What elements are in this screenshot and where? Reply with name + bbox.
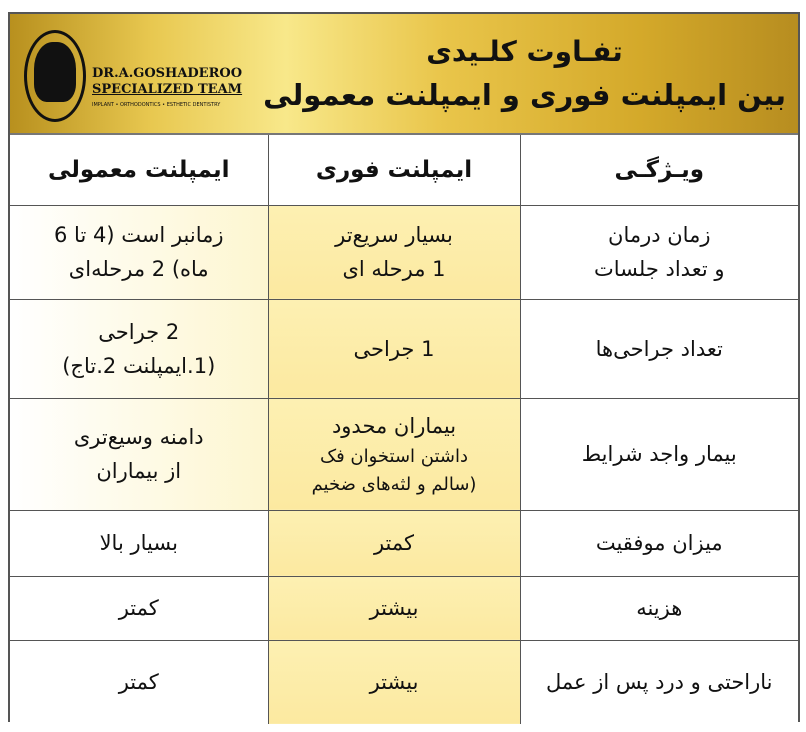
title-line-1: تفـاوت کلـیدی [426,35,623,68]
cell-text: کمتر [118,670,159,695]
comparison-infographic [8,12,800,722]
cell-feature [520,640,798,724]
cell-conventional [10,510,268,576]
cell-text: 1 جراحی [353,336,435,361]
cell-feature [520,398,798,510]
cell-text: (1.ایمپلنت 2.تاج) [62,353,216,378]
cell-immediate [268,576,520,640]
cell-text: 1 مرحله ای [342,257,446,281]
comparison-table [10,135,798,724]
table-row [10,510,798,576]
cell-conventional [10,576,268,640]
logo-team: SPECIALIZED TEAM [92,82,243,97]
cell-text: دامنه وسیع‌تری [73,425,204,449]
cell-conventional [10,299,268,398]
table-header-row [10,135,798,205]
cell-feature [520,510,798,576]
cell-feature [520,299,798,398]
cell-text: بیشتر [369,670,419,695]
cell-text: ماه) 2 مرحله‌ای [68,257,209,281]
cell-text: کمتر [373,531,415,555]
cell-text: میزان موفقیت [595,531,723,555]
cell-text: داشتن استخوان فک [319,446,469,467]
cell-text: بیماران محدود [331,414,457,438]
cell-text: کمتر [118,596,159,620]
cell-text: بیمار واجد شرایط [581,442,737,466]
column-header-feature: ویـژگـی [520,135,798,205]
cell-text: (سالم و لثه‌های ضخیم [311,474,477,495]
cell-text: زمان درمان [608,223,711,247]
title-line-2: بین ایمپلنت فوری و ایمپلنت معمولی [263,78,786,112]
cell-text: بسیار سریع‌تر [335,223,453,247]
logo-tagline: IMPLANT • ORTHODONTICS • ESTHETIC DENTISTRY [92,102,221,108]
table-row [10,640,798,724]
cell-text: زمانبر است (4 تا 6 [54,223,224,247]
table-row [10,299,798,398]
tooth-icon [34,42,76,102]
column-header-immediate: ایمپلنت فوری [268,135,520,205]
cell-immediate [268,510,520,576]
page-title [263,32,786,118]
table-row [10,205,798,299]
cell-feature [520,205,798,299]
cell-text: بسیار بالا [99,531,178,555]
cell-immediate [268,299,520,398]
cell-immediate [268,205,520,299]
cell-conventional [10,205,268,299]
clinic-logo [20,26,260,126]
header-banner [10,14,798,135]
cell-text: تعداد جراحی‌ها [595,336,723,361]
table-row [10,576,798,640]
logo-text [92,66,242,109]
logo-name: DR.A.GOSHADEROO [92,66,243,81]
cell-text: بیشتر [369,596,419,620]
cell-text: و تعداد جلسات [593,257,725,281]
cell-text: هزینه [636,596,683,620]
cell-text: ناراحتی و درد پس از عمل [545,670,773,695]
table-row [10,398,798,510]
cell-conventional [10,640,268,724]
cell-immediate [268,398,520,510]
cell-text: 2 جراحی [98,319,180,344]
cell-feature [520,576,798,640]
column-header-conventional: ایمپلنت معمولی [10,135,268,205]
cell-immediate [268,640,520,724]
cell-conventional [10,398,268,510]
cell-text: از بیماران [96,459,182,483]
